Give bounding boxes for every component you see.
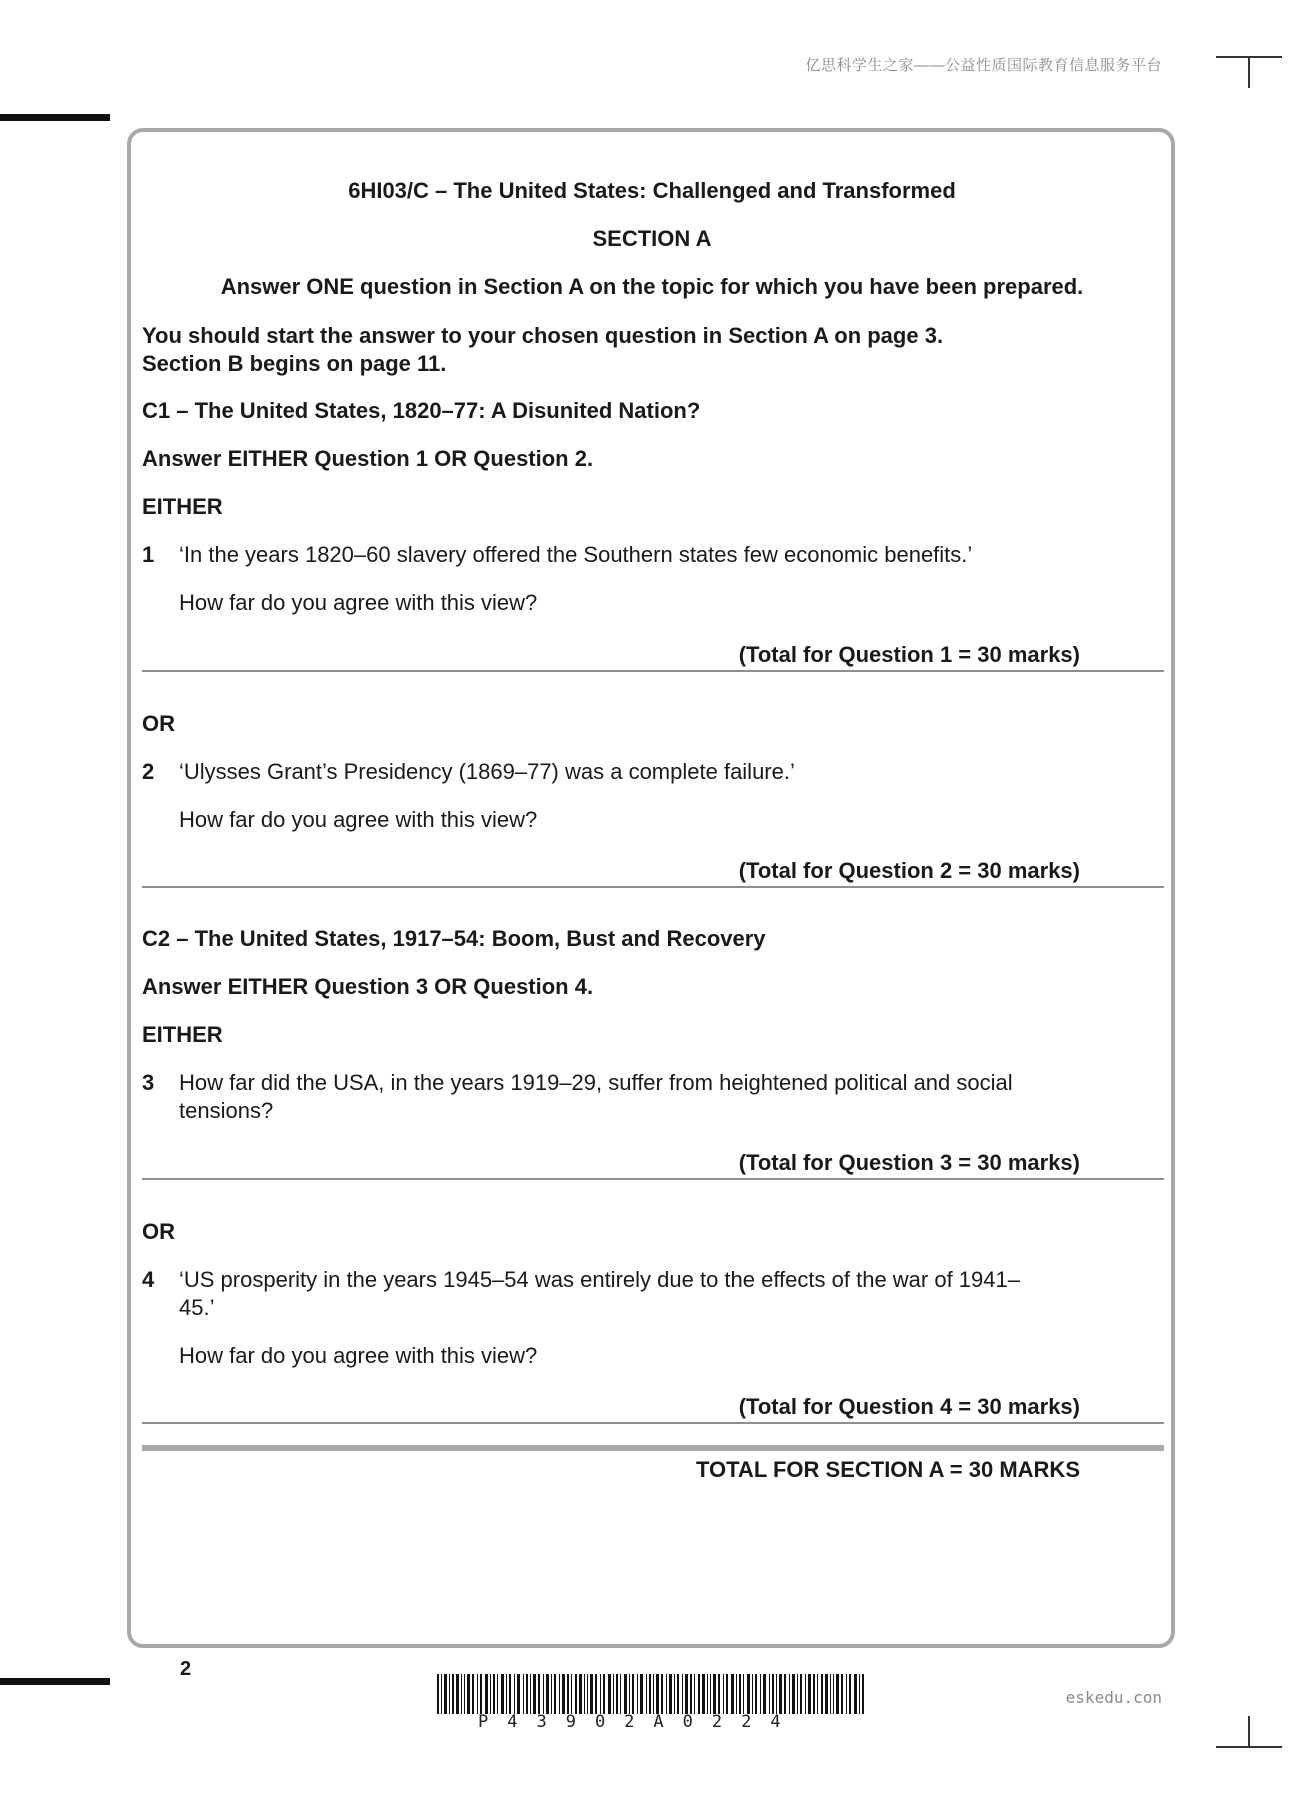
q4-number: 4 — [142, 1267, 155, 1292]
c2-heading: C2 – The United States, 1917–54: Boom, Bust and Recovery — [142, 926, 766, 951]
site-watermark: eskedu.con — [1065, 1688, 1162, 1707]
q4-divider — [142, 1422, 1164, 1424]
q2-prompt: How far do you agree with this view? — [179, 807, 538, 832]
q2-divider — [142, 886, 1164, 888]
q2-total: (Total for Question 2 = 30 marks) — [738, 858, 1080, 883]
c1-either: EITHER — [142, 494, 223, 519]
q1-total: (Total for Question 1 = 30 marks) — [738, 642, 1080, 667]
q4-prompt: How far do you agree with this view? — [179, 1343, 538, 1368]
q1-divider — [142, 670, 1164, 672]
q1-number: 1 — [142, 542, 155, 567]
start-instruction-line2: Section B begins on page 11. — [142, 351, 447, 376]
q4-text: ‘US prosperity in the years 1945–54 was entirely due to the effects of the war of 1941–45.’ — [179, 1267, 1020, 1320]
section-heading: SECTION A — [592, 226, 712, 251]
crop-mark-top-vertical — [1248, 56, 1250, 88]
q3-total: (Total for Question 3 = 30 marks) — [738, 1150, 1080, 1175]
section-instruction: Answer ONE question in Section A on the topic for which you have been prepared. — [220, 274, 1084, 299]
q1-text: ‘In the years 1820–60 slavery offered the Southern states few economic benefits.’ — [179, 542, 973, 567]
q3-text: How far did the USA, in the years 1919–29, suffer from heightened political and social tensions? — [179, 1070, 1013, 1123]
c1-instruction: Answer EITHER Question 1 OR Question 2. — [142, 446, 594, 471]
q1-prompt: How far do you agree with this view? — [179, 590, 538, 615]
q3-number: 3 — [142, 1070, 155, 1095]
barcode — [437, 1674, 867, 1714]
section-total-divider — [142, 1445, 1164, 1451]
barcode-number: P43902A0224 — [478, 1712, 800, 1732]
crop-mark-bottom-vertical — [1248, 1716, 1250, 1748]
c1-heading: C1 – The United States, 1820–77: A Disunited Nation? — [142, 398, 701, 423]
start-instruction-line1: You should start the answer to your chosen question in Section A on page 3. — [142, 323, 944, 348]
c2-or: OR — [142, 1219, 175, 1244]
paper-title: 6HI03/C – The United States: Challenged and Transformed — [348, 178, 956, 203]
page-number: 2 — [180, 1658, 192, 1680]
q2-text: ‘Ulysses Grant’s Presidency (1869–77) was a complete failure.’ — [179, 759, 795, 784]
q2-number: 2 — [142, 759, 155, 784]
edge-bar-bottom — [0, 1678, 110, 1685]
section-total: TOTAL FOR SECTION A = 30 MARKS — [695, 1457, 1080, 1482]
c2-either: EITHER — [142, 1022, 223, 1047]
q4-total: (Total for Question 4 = 30 marks) — [738, 1394, 1080, 1419]
q3-divider — [142, 1178, 1164, 1180]
c2-instruction: Answer EITHER Question 3 OR Question 4. — [142, 974, 594, 999]
c1-or: OR — [142, 711, 175, 736]
edge-bar-top — [0, 114, 110, 121]
header-watermark: 亿思科学生之家——公益性质国际教育信息服务平台 — [805, 57, 1162, 74]
